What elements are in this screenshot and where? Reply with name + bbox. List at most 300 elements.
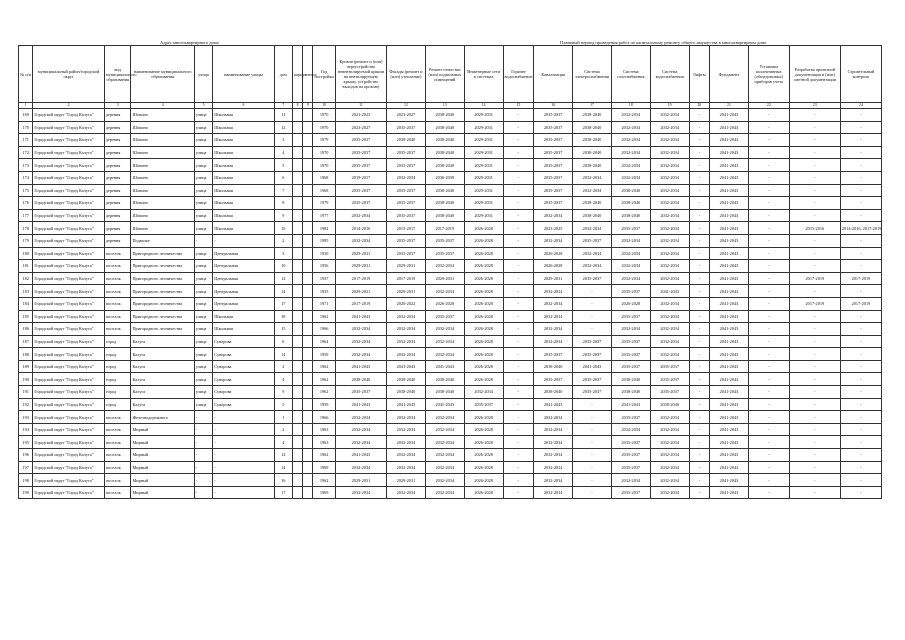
cell-gv: - [503,423,534,436]
cell-mo: Мирный [131,423,194,436]
cell-el: 2038-2040 [573,197,612,210]
cell-fund: 2041-2043 [710,360,749,373]
cell-uch: - [748,184,789,197]
cell-kan: 2032-2034 [534,474,573,487]
cell-lit [303,360,313,373]
cell-no: 171 [19,134,33,147]
cell-uch: - [748,360,789,373]
cell-dom: 7 [274,184,292,197]
cell-o: 2036-2039 [425,171,464,184]
cell-vid: поселок [104,272,131,285]
cell-no: 179 [19,234,33,247]
cell-year: 1962 [313,449,335,462]
cell-dom: 15 [274,323,292,336]
cell-fund: 2041-2043 [710,109,749,122]
cell-s: 2026-2028 [464,272,503,285]
cell-lit [303,234,313,247]
cell-vid: деревня [104,121,131,134]
cell-lift: - [689,398,709,411]
cell-s: 2026-2028 [464,260,503,273]
cell-no: 174 [19,171,33,184]
cell-o: 2038-2040 [425,121,464,134]
cell-ul: - [194,474,212,487]
column-index: 22 [748,103,789,109]
cell-ul: улица [194,222,212,235]
cell-kan: 2035-2037 [534,197,573,210]
cell-fund: 2041-2043 [710,222,749,235]
cell-lift: - [689,184,709,197]
cell-pr: - [789,247,840,260]
cell-gv: - [503,171,534,184]
cell-gaz: 2038-2040 [611,184,650,197]
cell-vid: деревня [104,109,131,122]
cell-ul: улица [194,247,212,260]
cell-uch: - [748,335,789,348]
cell-dom: 9 [274,386,292,399]
cell-dom: 4 [274,373,292,386]
cell-s: 2026-2028 [464,360,503,373]
cell-vid: деревня [104,222,131,235]
cell-okrug: Городской округ "Город Калуга" [33,285,105,298]
cell-sk: - [840,411,881,424]
cell-gv: - [503,285,534,298]
cell-gv: - [503,461,534,474]
cell-s: 2026-2028 [464,285,503,298]
cell-street: Суворова [213,348,274,361]
cell-o: 2038-2040 [425,197,464,210]
cell-o: 2032-2034 [425,348,464,361]
cell-okrug: Городской округ "Город Калуга" [33,184,105,197]
cell-uch: - [748,461,789,474]
cell-f: 2029-2031 [387,285,426,298]
cell-korp [292,323,302,336]
cell-gaz: 2032-2034 [611,146,650,159]
cell-pr: - [789,398,840,411]
cell-o: 2035-2037 [425,310,464,323]
cell-korp [292,335,302,348]
cell-lit [303,461,313,474]
cell-o: 2041-2043 [425,398,464,411]
cell-gv: - [503,335,534,348]
cell-sk: - [840,247,881,260]
cell-korp [292,146,302,159]
cell-vod: 2035-2037 [650,360,689,373]
cell-ul: улица [194,310,212,323]
cell-el: - [573,486,612,499]
cell-vod: 2032-2034 [650,146,689,159]
cell-s: 2026-2028 [464,335,503,348]
cell-lift: - [689,109,709,122]
column-index: 20 [689,103,709,109]
cell-gaz: 2035-2037 [611,461,650,474]
cell-dom: 9 [274,209,292,222]
cell-pr: - [789,121,840,134]
cell-uch: - [748,121,789,134]
cell-k: 2032-2034 [335,411,386,424]
cell-lift: - [689,247,709,260]
cell-uch: - [748,146,789,159]
cell-k: 2032-2034 [335,348,386,361]
cell-sk: - [840,373,881,386]
cell-lift: - [689,297,709,310]
cell-uch: - [748,197,789,210]
table-row [19,222,882,235]
cell-korp [292,461,302,474]
cell-dom: 8 [274,197,292,210]
cell-year: 1963 [313,423,335,436]
cell-k: 2032-2034 [335,234,386,247]
cell-vid: поселок [104,449,131,462]
cell-pr: 2017-2019 [789,297,840,310]
cell-vid: город [104,373,131,386]
cell-pr: - [789,209,840,222]
cell-uch: - [748,486,789,499]
table-row [19,486,882,499]
cell-gv: - [503,260,534,273]
cell-lift: - [689,234,709,247]
cell-street: Центральная [213,247,274,260]
cell-gaz: 2038-2040 [611,386,650,399]
cell-kan: 2032-2034 [534,461,573,474]
cell-o: 2038-2040 [425,134,464,147]
cell-mo: Калуга [131,360,194,373]
cell-o: 2035-2037 [425,247,464,260]
cell-s: 2029-2031 [464,134,503,147]
cell-korp [292,234,302,247]
cell-vid: деревня [104,134,131,147]
cell-lift: - [689,486,709,499]
cell-o: 2032-2034 [425,486,464,499]
cell-okrug: Городской округ "Город Калуга" [33,171,105,184]
cell-korp [292,486,302,499]
cell-el: 2035-2037 [573,348,612,361]
cell-year: 1969 [313,461,335,474]
cell-dom: 12 [274,449,292,462]
cell-dom: 17 [274,486,292,499]
cell-no: 198 [19,474,33,487]
cell-no: 180 [19,247,33,260]
caption-period: Плановый период проведения работ по капитальному ремонту общего имущества в многоквартирном доме [560,40,767,45]
column-index: 15 [503,103,534,109]
cell-sk: - [840,109,881,122]
cell-fund: 2041-2043 [710,171,749,184]
cell-el: - [573,323,612,336]
cell-korp [292,348,302,361]
cell-street: Школьная [213,197,274,210]
cell-vod: 2032-2034 [650,474,689,487]
column-header: Инженерные сети в системах [464,46,503,103]
cell-dom: 4 [274,436,292,449]
cell-kan: 2032-2034 [534,335,573,348]
cell-pr: - [789,474,840,487]
cell-uch: - [748,285,789,298]
cell-vid: поселок [104,423,131,436]
cell-year: 1979 [313,134,335,147]
cell-street: - [213,234,274,247]
cell-k: 2041-2043 [335,449,386,462]
cell-vod: 2032-2034 [650,184,689,197]
cell-el: - [573,411,612,424]
cell-lift: - [689,121,709,134]
cell-dom: 10 [274,222,292,235]
cell-mo: Шопино [131,171,194,184]
cell-lit [303,171,313,184]
cell-street: Центральная [213,297,274,310]
cell-no: 186 [19,323,33,336]
table-row [19,285,882,298]
cell-vod: 2032-2034 [650,222,689,235]
cell-gv: - [503,373,534,386]
cell-kan: 2035-2037 [534,184,573,197]
cell-year: 1969 [313,486,335,499]
cell-gv: - [503,234,534,247]
cell-no: 193 [19,411,33,424]
cell-el: 2035-2037 [573,234,612,247]
cell-street: Центральная [213,272,274,285]
cell-fund: 2041-2043 [710,272,749,285]
table-row [19,335,882,348]
cell-s: 2029-2031 [464,109,503,122]
cell-mo: Железнодорожного [131,411,194,424]
cell-korp [292,411,302,424]
cell-street: Суворова [213,335,274,348]
cell-street: Школьная [213,310,274,323]
cell-lit [303,348,313,361]
cell-sk: - [840,209,881,222]
cell-fund: 2041-2043 [710,411,749,424]
column-header: литера [303,46,313,103]
cell-mo: Шопино [131,197,194,210]
cell-vod: 2032-2034 [650,171,689,184]
cell-sk: - [840,436,881,449]
cell-okrug: Городской округ "Город Калуга" [33,461,105,474]
cell-s: 2026-2028 [464,234,503,247]
cell-el: - [573,310,612,323]
cell-okrug: Городской округ "Город Калуга" [33,386,105,399]
cell-f: 2035-2037 [387,184,426,197]
cell-no: 187 [19,335,33,348]
cell-pr: - [789,197,840,210]
cell-year: 1970 [313,109,335,122]
cell-el: 2035-2037 [573,272,612,285]
column-header: № п/п [19,46,33,103]
cell-street: Суворова [213,373,274,386]
cell-uch: - [748,474,789,487]
cell-gv: - [503,398,534,411]
cell-ul: улица [194,360,212,373]
cell-lift: - [689,197,709,210]
cell-s: 2032-2034 [464,386,503,399]
cell-dom: 6 [274,171,292,184]
cell-gaz: 2026-2028 [611,297,650,310]
cell-year: 1959 [313,398,335,411]
cell-o: 2038-2040 [425,373,464,386]
cell-no: 199 [19,486,33,499]
cell-k: 2038-2040 [335,373,386,386]
cell-dom: 12 [274,272,292,285]
cell-el: 2041-2043 [573,360,612,373]
cell-uch: - [748,260,789,273]
column-header: дом [274,46,292,103]
cell-kan: 2026-2028 [534,247,573,260]
cell-vod: 2032-2034 [650,411,689,424]
cell-gv: - [503,134,534,147]
cell-kan: 2032-2034 [534,209,573,222]
cell-mo: Шопино [131,121,194,134]
cell-o: 2038-2040 [425,146,464,159]
cell-s: 2029-2031 [464,184,503,197]
cell-gv: - [503,109,534,122]
cell-dom: 12 [274,121,292,134]
table-row [19,386,882,399]
cell-s: 2026-2028 [464,310,503,323]
cell-sk: - [840,474,881,487]
cell-pr: - [789,146,840,159]
cell-f: 2038-2040 [387,386,426,399]
cell-sk: - [840,184,881,197]
cell-ul: улица [194,272,212,285]
cell-uch: - [748,323,789,336]
cell-mo: Пригородного лесничества [131,297,194,310]
cell-street: Суворова [213,386,274,399]
cell-sk: - [840,197,881,210]
cell-o: 2032-2034 [425,285,464,298]
cell-k: 2035-2037 [335,386,386,399]
cell-o: 2032-2034 [425,461,464,474]
cell-sk: - [840,159,881,172]
cell-f: 2015-2017 [387,222,426,235]
cell-f: 2035-2037 [387,146,426,159]
cell-okrug: Городской округ "Город Калуга" [33,234,105,247]
column-index: 10 [313,103,335,109]
cell-lift: - [689,310,709,323]
cell-korp [292,222,302,235]
cell-uch: - [748,234,789,247]
cell-no: 170 [19,121,33,134]
cell-year: 1935 [313,285,335,298]
cell-el: - [573,461,612,474]
cell-gv: - [503,474,534,487]
cell-el: 2035-2037 [573,373,612,386]
cell-mo: Подвалье [131,234,194,247]
cell-s: 2026-2028 [464,222,503,235]
cell-lit [303,272,313,285]
cell-korp [292,474,302,487]
cell-o: 2026-2028 [425,297,464,310]
column-header: улица [194,46,212,103]
table-row [19,461,882,474]
cell-f: 2032-2034 [387,335,426,348]
cell-lift: - [689,423,709,436]
cell-lift: - [689,209,709,222]
cell-mo: Пригородного лесничества [131,285,194,298]
cell-sk: - [840,260,881,273]
column-header: Разработка проектной документации и (или) сметной документации [789,46,840,103]
cell-s: 2026-2028 [464,323,503,336]
cell-korp [292,398,302,411]
cell-no: 189 [19,360,33,373]
cell-sk: 2017-2019 [840,297,881,310]
cell-k: 2032-2034 [335,323,386,336]
cell-s: 2026-2028 [464,297,503,310]
cell-okrug: Городской округ "Город Калуга" [33,260,105,273]
cell-okrug: Городской округ "Город Калуга" [33,134,105,147]
cell-pr: - [789,335,840,348]
cell-gaz: 2038-2040 [611,197,650,210]
cell-f: 2041-2043 [387,360,426,373]
cell-sk: - [840,335,881,348]
cell-ul: улица [194,197,212,210]
column-header: Система электроснабжения [573,46,612,103]
cell-fund: 2041-2043 [710,121,749,134]
cell-uch: - [748,171,789,184]
cell-ul: улица [194,285,212,298]
cell-pr: - [789,360,840,373]
cell-kan: 2035-2037 [534,171,573,184]
cell-uch: - [748,386,789,399]
column-header: Ремонт отмостки (или) подвальных помещений [425,46,464,103]
cell-kan: 2032-2034 [534,297,573,310]
cell-lit [303,197,313,210]
cell-pr: 2015-2016 [789,222,840,235]
column-index: 4 [131,103,194,109]
cell-gv: - [503,146,534,159]
cell-ul: улица [194,171,212,184]
cell-korp [292,184,302,197]
cell-k: 2019-2017 [335,171,386,184]
cell-dom: 14 [274,285,292,298]
cell-kan: 2032-2034 [534,411,573,424]
cell-no: 197 [19,461,33,474]
cell-pr: - [789,171,840,184]
cell-fund: 2041-2043 [710,436,749,449]
cell-ul: - [194,411,212,424]
cell-o: 2038-2040 [425,184,464,197]
table-row [19,423,882,436]
cell-kan: 2035-2037 [534,134,573,147]
cell-vid: поселок [104,474,131,487]
cell-kan: 2032-2034 [534,323,573,336]
cell-street: Школьная [213,184,274,197]
cell-street: Школьная [213,159,274,172]
cell-o: 2032-2034 [425,423,464,436]
cell-korp [292,449,302,462]
cell-ul: улица [194,146,212,159]
cell-street: - [213,474,274,487]
cell-s: 2029-2031 [464,121,503,134]
cell-lift: - [689,272,709,285]
cell-no: 178 [19,222,33,235]
cell-no: 176 [19,197,33,210]
cell-street: Суворова [213,360,274,373]
column-index: 7 [274,103,292,109]
cell-pr: - [789,423,840,436]
cell-okrug: Городской округ "Город Калуга" [33,209,105,222]
cell-k: 2041-2043 [335,398,386,411]
cell-no: 177 [19,209,33,222]
cell-street: Школьная [213,109,274,122]
cell-ul: улица [194,348,212,361]
header-row [19,46,882,103]
cell-o: 2032-2034 [425,436,464,449]
cell-gaz: 2032-2034 [611,323,650,336]
cell-mo: Мирный [131,449,194,462]
cell-vid: деревня [104,197,131,210]
cell-korp [292,134,302,147]
cell-year: 1930 [313,247,335,260]
cell-street: Центральная [213,260,274,273]
cell-vid: поселок [104,310,131,323]
